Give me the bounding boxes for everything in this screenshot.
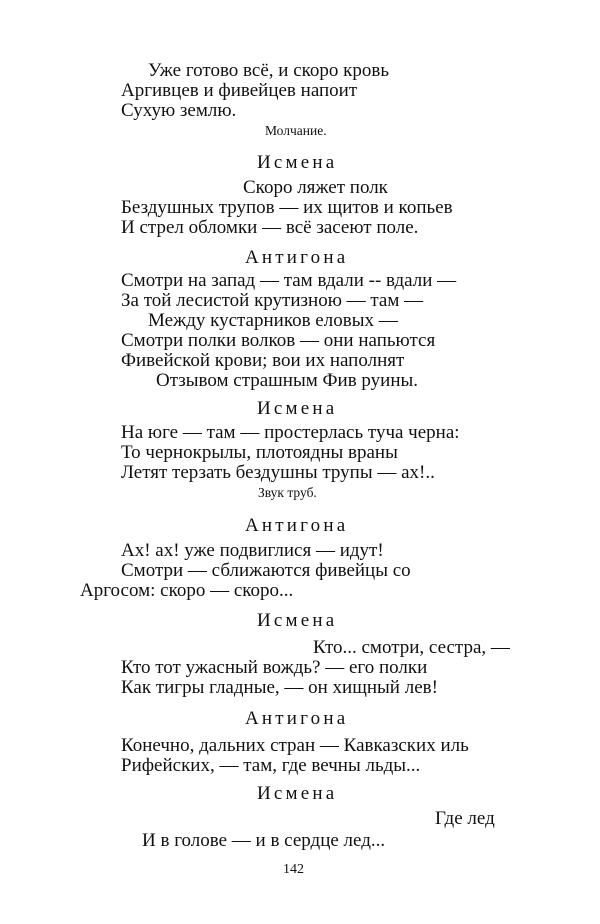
verse-line: Фивейской крови; вои их наполнят: [121, 350, 405, 371]
speaker-name: Антигона: [245, 708, 349, 729]
speaker-name: Исмена: [257, 610, 338, 631]
verse-line: Смотри полки волков — они напьются: [121, 330, 436, 351]
speaker-name: Антигона: [245, 515, 349, 536]
verse-line: Смотри — сближаются фивейцы со: [121, 560, 411, 581]
speaker-name: Исмена: [257, 398, 338, 419]
verse-line: Сухую землю.: [121, 100, 237, 121]
verse-line: Скоро ляжет полк: [243, 177, 388, 198]
stage-direction: Звук труб.: [258, 485, 317, 500]
speaker-name: Антигона: [245, 247, 349, 268]
page-number: 142: [283, 862, 304, 877]
speaker-name: Исмена: [257, 152, 338, 173]
verse-line: Смотри на запад — там вдали -- вдали —: [121, 270, 457, 291]
verse-line: Ах! ах! уже подвиглися — идут!: [121, 540, 384, 561]
verse-line: Кто тот ужасный вождь? — его полки: [121, 657, 428, 678]
verse-line: И стрел обломки — всё засеют поле.: [121, 217, 419, 238]
verse-line: Бездушных трупов — их щитов и копьев: [121, 197, 453, 218]
verse-line: Как тигры гладные, — он хищный лев!: [121, 677, 438, 698]
verse-line: За той лесистой крутизною — там —: [121, 290, 424, 311]
verse-line: Аргивцев и фивейцев напоит: [121, 80, 358, 101]
stage-direction: Молчание.: [265, 123, 327, 138]
verse-line: Отзывом страшным Фив руины.: [156, 370, 419, 391]
verse-line: На юге — там — простерлась туча черна:: [121, 422, 460, 443]
verse-line: И в голове — и в сердце лед...: [142, 830, 386, 851]
verse-line: То чернокрылы, плотоядны враны: [121, 442, 398, 463]
verse-line: Уже готово всё, и скоро кровь: [148, 60, 390, 81]
verse-line: Между кустарников еловых —: [148, 310, 398, 331]
verse-line: Кто... смотри, сестра, —: [313, 637, 510, 658]
verse-line: Где лед: [435, 808, 495, 829]
speaker-name: Исмена: [257, 783, 338, 804]
verse-line: Аргосом: скоро — скоро...: [80, 580, 294, 601]
verse-line: Летят терзать бездушны трупы — ах!..: [121, 462, 435, 483]
verse-line: Рифейских, — там, где вечны льды...: [121, 755, 421, 776]
verse-line: Конечно, дальних стран — Кавказских иль: [121, 735, 469, 756]
